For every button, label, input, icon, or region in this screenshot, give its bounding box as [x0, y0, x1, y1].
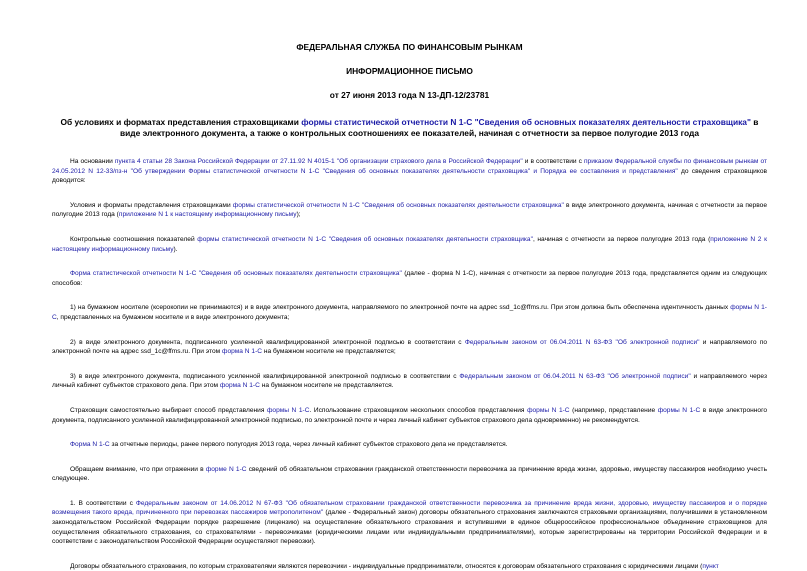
- paragraph-basis: [52, 157, 767, 186]
- paragraph-formats: [52, 201, 767, 220]
- law-link[interactable]: Федеральным законом от 06.04.2011 N 63-ФЗ "Об электронной подписи": [459, 372, 691, 380]
- paragraph-text: Условия и форматы представления страховщиками: [70, 201, 233, 209]
- appendix-2-link[interactable]: приложение N 2 к настоящему информационному письму: [52, 235, 767, 253]
- form-link[interactable]: форма N 1-С: [222, 348, 263, 356]
- paragraph-text: (например, представление: [569, 406, 658, 414]
- paragraph-attention: [52, 465, 767, 484]
- paragraph-text: в виде электронного документа, начиная с отчетности за первое полугодие 2013 года (: [52, 201, 767, 219]
- law-link[interactable]: пункта 4 статьи 28 Закона Российской Федерации от 27.11.92 N 4015-1 "Об организации страхового дела в Российской Федерации": [114, 158, 523, 165]
- paragraph-text: на бумажном носителе не представляется.: [259, 382, 394, 390]
- appendix-1-link[interactable]: приложение N 1 к настоящему информационному письму: [118, 211, 297, 219]
- paragraph-text: ).: [173, 245, 178, 253]
- paragraph-text: 1. В соответствии с: [70, 499, 136, 507]
- document-title: [60, 117, 759, 139]
- paragraph-text: , начиная с отчетности за первое полугодие 2013 года (: [532, 235, 711, 243]
- paragraph-item-1: [52, 499, 767, 547]
- paragraph-text: На основании: [70, 158, 115, 165]
- paragraph-text: до сведения страховщиков доводится:: [52, 167, 767, 185]
- paragraph-text: 1) на бумажном носителе (ксерокопии не принимаются) и в виде электронного документа, направляемого по электронной почте на адрес ssd_1c@ffms.ru. При этом должна быть обеспечена идентичность данных: [70, 304, 731, 312]
- paragraph-text: Страховщик самостоятельно выбирает способ представления: [70, 406, 267, 414]
- paragraph-earlier-periods: [52, 440, 767, 450]
- paragraph-method-1: [52, 303, 767, 322]
- law-link[interactable]: Федеральным законом от 06.04.2011 N 63-ФЗ "Об электронной подписи": [464, 338, 700, 346]
- issuer-name: ФЕДЕРАЛЬНАЯ СЛУЖБА ПО ФИНАНСОВЫМ РЫНКАМ: [296, 42, 523, 52]
- paragraph-text: (далее - форма N 1-С), начиная с отчетности за первое полугодие 2013 года, представляется одним из следующих способов:: [52, 270, 767, 287]
- form-link[interactable]: формы N 1-С: [527, 406, 570, 414]
- form-link[interactable]: форме N 1-С: [205, 465, 247, 473]
- paragraph-text: Договоры обязательного страхования, по которым страхователями являются перевозчики - индивидуальные предприниматели, относятся к договорам обязательного страхования с юридическими лицами (: [70, 562, 703, 570]
- document-type: ИНФОРМАЦИОННОЕ ПИСЬМО: [346, 66, 473, 76]
- paragraph-text: , представленных на бумажном носителе и в виде электронного документа;: [56, 313, 290, 321]
- form-link[interactable]: формы N 1-С: [266, 406, 310, 414]
- paragraph-control-ratios: [52, 235, 767, 254]
- paragraph-text: и направляемого по электронной почте на адрес ssd_1c@ffms.ru. При этом: [52, 338, 767, 356]
- title-text: Об условиях и форматах представления страховщиками: [60, 117, 302, 127]
- form-link[interactable]: формы N 1-С: [52, 304, 767, 321]
- paragraph-text: );: [296, 211, 301, 219]
- paragraph-text: Обращаем внимание, что при отражении в: [70, 465, 206, 473]
- paragraph-text: и направляемого через личный кабинет субъектов страхового дела. При этом: [52, 372, 767, 390]
- form-link[interactable]: формы статистической отчетности N 1-С "Сведения об основных показателях деятельности страховщика": [232, 201, 564, 209]
- paragraph-text: на бумажном носителе не представляется;: [262, 348, 396, 356]
- form-link[interactable]: форма N 1-С: [219, 382, 260, 390]
- paragraph-text: в виде электронного документа, подписанного усиленной квалифицированной электронной подписью, по электронной почте и через личный кабинет субъектов страхового дела одновременно) не рекомендуется.: [52, 406, 767, 424]
- order-link[interactable]: приказом Федеральной службы по финансовым рынкам от 24.05.2012 N 12-33/пз-н "Об утверждении Формы статистической отчетности N 1-С "Сведения об основных показателях деятельности страховщика" и Порядка ее составления и представления": [52, 158, 767, 175]
- paragraph-method-3: [52, 372, 767, 391]
- form-link[interactable]: формы N 1-С: [657, 406, 701, 414]
- paragraph-text: сведений об обязательном страховании гражданской ответственности перевозчика за причинение вреда жизни, здоровью, имуществу пассажиров необходимо учесть следующее.: [52, 465, 768, 483]
- title-form-link[interactable]: формы статистической отчетности N 1-С "Сведения об основных показателях деятельности страховщика": [301, 117, 751, 127]
- paragraph-text: и в соответствии с: [522, 158, 584, 165]
- form-link[interactable]: Форма N 1-С: [70, 441, 110, 449]
- paragraph-text: 2) в виде электронного документа, подписанного усиленной квалифицированной электронной подписью в соответствии с: [70, 338, 465, 346]
- form-link[interactable]: Форма статистической отчетности N 1-С "Сведения об основных показателях деятельности страховщика": [70, 270, 402, 278]
- paragraph-text: . Использование страховщиком нескольких способов представления: [309, 406, 528, 414]
- title-text: в виде электронного документа, а также о контрольных соотношениях ее показателей, начиная с отчетности за первое полугодие 2013 года: [119, 117, 759, 138]
- paragraph-methods: [52, 269, 767, 288]
- form-link[interactable]: формы статистической отчетности N 1-С "Сведения об основных показателях деятельности страховщика": [197, 235, 533, 243]
- paragraph-method-2: [52, 338, 767, 357]
- item-link[interactable]: пункт: [702, 562, 719, 570]
- paragraph-text: 3) в виде электронного документа, подписанного усиленной квалифицированной электронной подписью в соответствии с: [70, 372, 460, 380]
- paragraph-text: за отчетные периоды, ранее первого полугодия 2013 года, через личный кабинет субъектов страхового дела не представляется.: [109, 441, 508, 449]
- paragraph-text: Контрольные соотношения показателей: [70, 235, 198, 243]
- paragraph-contracts: [52, 562, 767, 571]
- law-link[interactable]: Федеральным законом от 14.06.2012 N 67-ФЗ "Об обязательном страховании гражданской ответственности перевозчика за причинение вреда жизни, здоровью, имуществу пассажиров и о порядке возмещения такого вреда, причиненного при перевозках пассажиров метрополитеном": [52, 499, 767, 517]
- document-date-number: от 27 июня 2013 года N 13-ДП-12/23781: [329, 90, 490, 100]
- paragraph-method-choice: [52, 406, 767, 425]
- paragraph-text: (далее - Федеральный закон) договоры обязательного страхования заключаются страховыми организациями, получившими в установленном законодательством Российской Федерации порядке разрешение (лицензию) на осуществление обязательного страхования и вступившими в единое общероссийское профессиональное объединение страховщиков для осуществления обязательного страхования, со страхователями - перевозчиками (юридическими лицами или индивидуальными предпринимателями), которые зарегистрированы на территории Российской Федерации и в соответствии с законодательством Российской Федерации осуществляют перевозки).: [52, 509, 767, 546]
